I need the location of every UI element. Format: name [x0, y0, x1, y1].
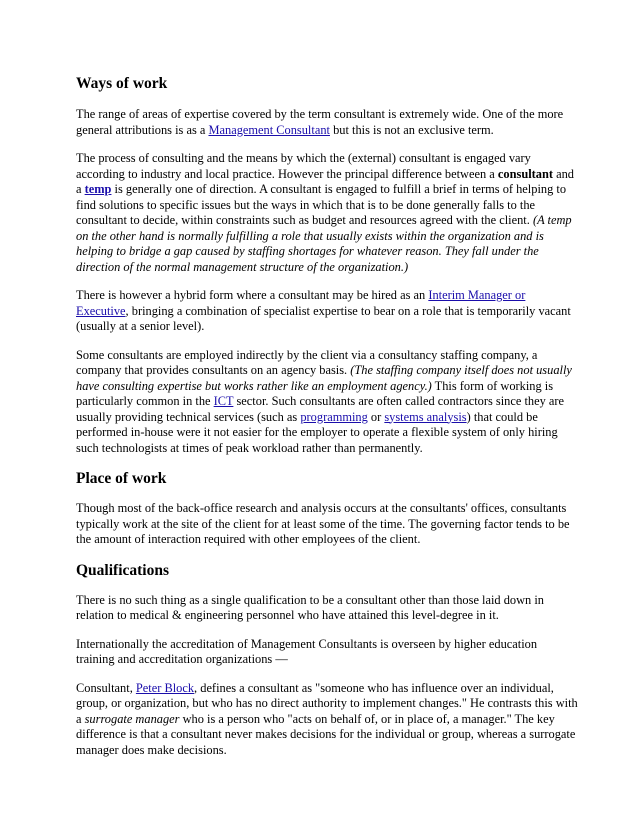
text-run: ) that could be performed in-house were it not easier for the employer to operate a flexible system of only hiring such technologists at times of peak workload rather than permanently.	[76, 409, 558, 455]
paragraph-ways-4	[76, 348, 578, 457]
text-run: is generally one of direction. A consultant is engaged to fulfill a brief in terms of helping to find solutions to specific issues but the ways in which that is to be done generally falls to the consultant to decide, within constraints such as budget and resources agreed with the client.	[76, 182, 567, 227]
paragraph-quals-3	[76, 681, 578, 759]
text-run: The process of consulting and the means by which the (external) consultant is engaged vary according to industry and local practice. However the principal difference between a	[76, 151, 531, 181]
link-programming[interactable]: programming	[300, 409, 368, 424]
link-peter-block[interactable]: Peter Block	[135, 680, 195, 695]
link-temp[interactable]: temp	[84, 182, 112, 196]
text-run: but this is not an exclusive term.	[329, 122, 494, 137]
link-systems-analysis[interactable]: systems analysis	[384, 409, 467, 424]
text-run: sector. Such consultants are often called contractors since they are usually providing technical services (such as	[76, 394, 565, 424]
heading-qualifications: Qualifications	[76, 561, 170, 579]
paragraph-ways-1	[76, 107, 578, 138]
paragraph-quals-2: Internationally the accreditation of Management Consultants is overseen by higher education training and accreditation organizations —	[76, 636, 538, 666]
italic-surrogate-manager: surrogate manager	[84, 711, 180, 726]
bold-consultant: consultant	[497, 166, 553, 181]
text-run: , bringing a combination of specialist expertise to bear on a role that is temporarily vacant (usually at a senior level).	[76, 303, 571, 333]
paragraph-ways-2	[76, 151, 578, 275]
link-management-consultant[interactable]: Management Consultant	[208, 122, 330, 137]
heading-place-of-work: Place of work	[76, 470, 167, 487]
text-run: The range of areas of expertise covered by the term consultant is extremely wide. One of the more general attributions is as a	[76, 107, 564, 137]
paragraph-place-1: Though most of the back-office research and analysis occurs at the consultants' offices, consultants typically work at the site of the client for at least some of the time. The governing factor tends to be the amount of interaction required with other employees of the client.	[76, 501, 570, 546]
paragraph-quals-1: There is no such thing as a single qualification to be a consultant other than those laid down in relation to medical & engineering personnel who have attained this level-degree in it.	[76, 592, 544, 622]
text-run: This form of working is particularly common in the	[76, 378, 554, 408]
text-run: , defines a consultant as "someone who has influence over an individual, group, or organization, but who has no direct authority to implement changes." He contrasts this with a	[76, 680, 578, 726]
italic-temp-note: (A temp on the other hand is normally fulfilling a role that usually exists within the organization and is helping to bridge a gap caused by staffing shortages for whatever reason. They fall under the direction of the normal management structure of the organization.)	[76, 213, 572, 274]
text-run: Some consultants are employed indirectly by the client via a consultancy staffing company, a company that provides consultants on an agency basis.	[76, 347, 538, 377]
text-run: and a	[76, 166, 574, 196]
text-run: or	[367, 409, 385, 424]
heading-ways-of-work: Ways of work	[76, 75, 168, 92]
italic-staffing-note: (The staffing company itself does not usually have consulting expertise but works rather like an employment agency.)	[76, 363, 572, 393]
paragraph-ways-3	[76, 288, 578, 335]
text-run: There is however a hybrid form where a consultant may be hired as an	[76, 288, 429, 302]
link-interim-manager[interactable]: Interim Manager or Executive	[76, 288, 526, 318]
link-ict[interactable]: ICT	[213, 394, 234, 408]
text-run: Consultant,	[76, 680, 136, 695]
text-run: who is a person who "acts on behalf of, or in place of, a manager." The key difference is that a consultant never makes decisions for the individual or group, whereas a surrogate manager does make decisions.	[76, 711, 576, 757]
